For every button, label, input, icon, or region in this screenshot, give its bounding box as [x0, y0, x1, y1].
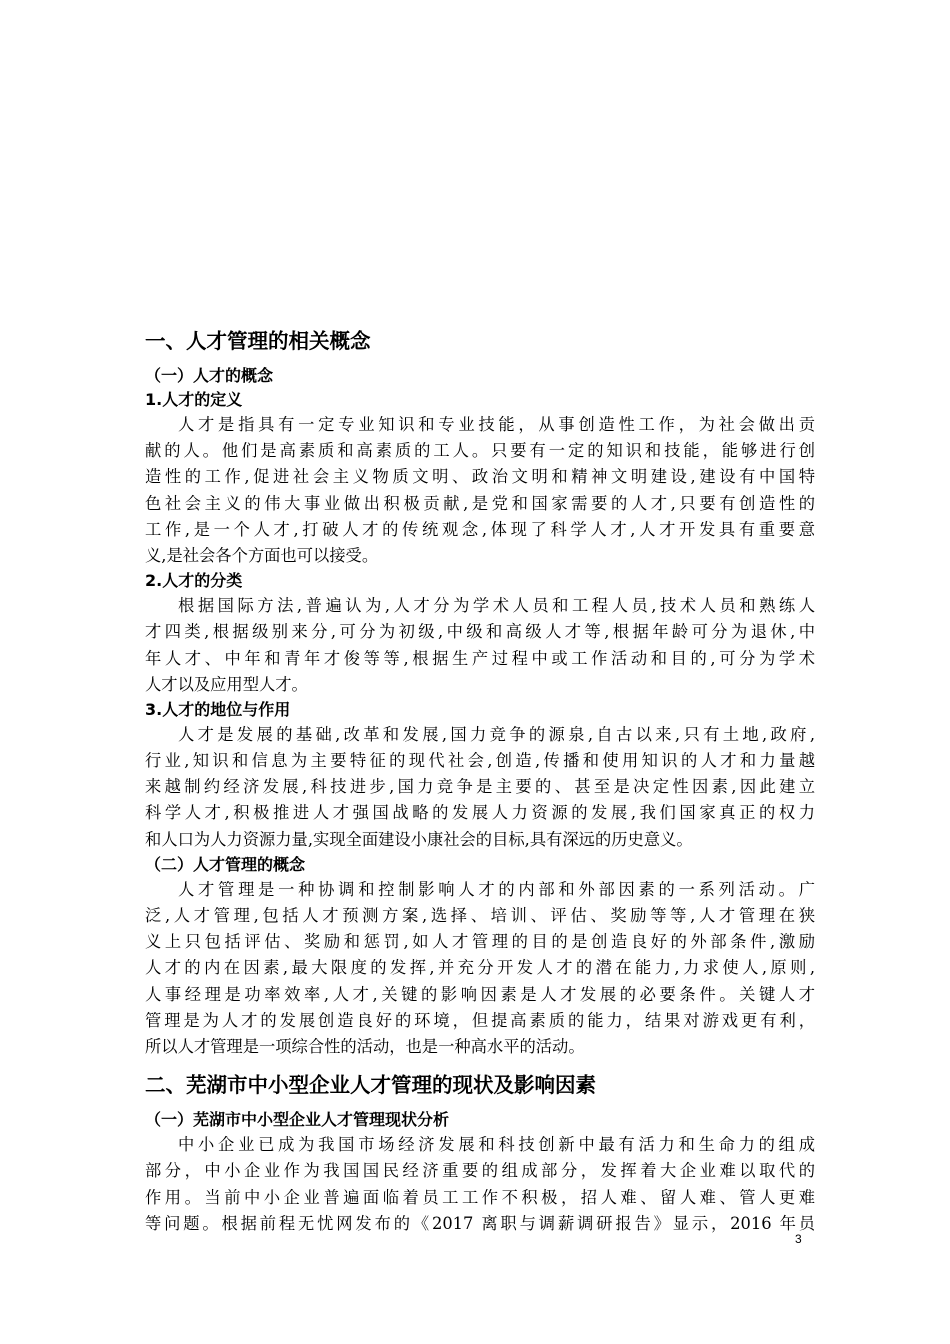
- paragraph-talent-classification: [145, 593, 815, 698]
- text-line: 色社会主义的伟大事业做出积极贡献,是党和国家需要的人才,只要有创造性的: [145, 493, 815, 513]
- text-line: 根据国际方法,普遍认为,人才分为学术人员和工程人员,技术人员和熟练人: [178, 596, 815, 616]
- text-line: 献的人。他们是高素质和高素质的工人。只要有一定的知识和技能，能够进行创: [145, 441, 815, 461]
- section-1-heading: 一、人才管理的相关概念: [145, 329, 371, 353]
- subsection-1-1-heading: （一）人才的概念: [145, 366, 274, 385]
- text-line: 人才是发展的基础,改革和发展,国力竞争的源泉,自古以来,只有土地,政府,: [178, 724, 815, 744]
- text-line: 人才是指具有一定专业知识和专业技能，从事创造性工作，为社会做出贡: [178, 415, 815, 434]
- text-line: 科学人才,积极推进人才强国战略的发展人力资源的发展,我们国家真正的权力: [145, 803, 815, 823]
- text-line: 年人才、中年和青年才俊等等,根据生产过程中或工作活动和目的,可分为学术: [145, 648, 815, 668]
- section-2-heading: 二、芜湖市中小型企业人才管理的现状及影响因素: [145, 1073, 596, 1098]
- text-line: 泛,人才管理,包括人才预测方案,选择、培训、评估、奖励等等,人才管理在狭: [145, 906, 815, 925]
- paragraph-talent-management-concept: [145, 877, 815, 1060]
- page-number: 3: [795, 1232, 802, 1246]
- item-1-heading: 1.人才的定义: [145, 390, 243, 409]
- text-line: 工作,是一个人才,打破人才的传统观念,体现了科学人才,人才开发具有重要意: [145, 519, 815, 539]
- text-line: 等问题。根据前程无忧网发布的《2017 离职与调薪调研报告》显示，2016 年员: [145, 1213, 815, 1233]
- text-line: 作用。当前中小企业普遍面临着员工工作不积极，招人难、留人难、管人更难: [145, 1187, 815, 1207]
- item-2-heading: 2.人才的分类: [145, 571, 243, 591]
- text-line: 人才管理是一种协调和控制影响人才的内部和外部因素的一系列活动。广: [178, 879, 815, 899]
- text-line: 所以人才管理是一项综合性的活动，也是一种高水平的活动。: [145, 1036, 585, 1056]
- page-content: [145, 326, 815, 1237]
- paragraph-talent-role: [145, 722, 815, 853]
- text-line: 和人口为人力资源力量,实现全面建设小康社会的目标,具有深远的历史意义。: [145, 829, 693, 849]
- text-line: 人才以及应用型人才。: [145, 674, 308, 694]
- text-line: 人事经理是功率效率,人才,关键的影响因素是人才发展的必要条件。关键人才: [145, 984, 815, 1004]
- subsection-1-2-heading: （二）人才管理的概念: [145, 854, 306, 874]
- text-line: 来越制约经济发展,科技进步,国力竞争是主要的、甚至是决定性因素,因此建立: [145, 777, 815, 797]
- item-3-heading: 3.人才的地位与作用: [145, 699, 291, 719]
- text-line: 才四类,根据级别来分,可分为初级,中级和高级人才等,根据年龄可分为退休,中: [145, 622, 815, 642]
- text-line: 人才的内在因素,最大限度的发挥,并充分开发人才的潜在能力,力求使人,原则,: [145, 958, 815, 978]
- text-line: 造性的工作,促进社会主义物质文明、政治文明和精神文明建设,建设有中国特: [145, 467, 815, 487]
- text-line: 中小企业已成为我国市场经济发展和科技创新中最有活力和生命力的组成: [178, 1135, 815, 1155]
- text-line: 管理是为人才的发展创造良好的环境，但提高素质的能力，结果对游戏更有利，: [145, 1010, 815, 1030]
- text-line: 义上只包括评估、奖励和惩罚,如人才管理的目的是创造良好的外部条件,激励: [145, 932, 815, 952]
- text-line: 义,是社会各个方面也可以接受。: [145, 545, 379, 565]
- subsection-2-1-heading: （一）芜湖市中小型企业人才管理现状分析: [145, 1110, 450, 1130]
- text-line: 行业,知识和信息为主要特征的现代社会,创造,传播和使用知识的人才和力量越: [145, 751, 815, 771]
- spacer: [145, 1060, 815, 1070]
- text-line: 部分，中小企业作为我国国民经济重要的组成部分，发挥着大企业难以取代的: [145, 1161, 815, 1181]
- paragraph-wuhu-status: [145, 1132, 815, 1237]
- paragraph-talent-definition: [145, 412, 815, 569]
